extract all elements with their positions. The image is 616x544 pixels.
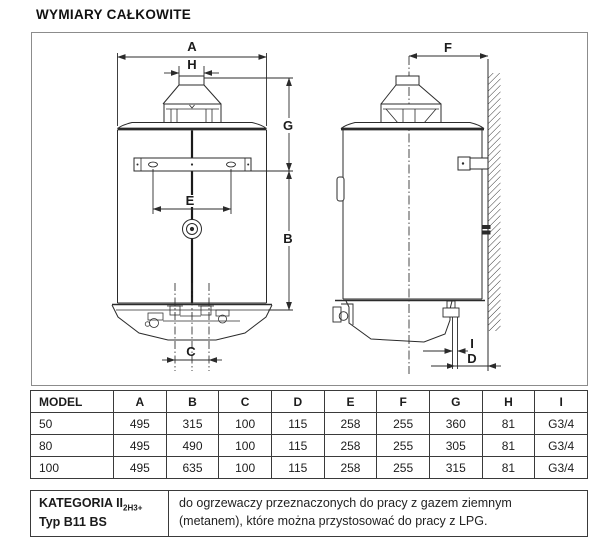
- dim-label-a: A: [187, 39, 197, 54]
- value-cell: 315: [166, 413, 219, 435]
- dim-label-i: I: [470, 336, 474, 351]
- value-cell: 255: [377, 413, 430, 435]
- table-row: [31, 435, 588, 457]
- column-header: E: [324, 391, 377, 413]
- value-cell: G3/4: [535, 457, 588, 479]
- value-cell: 255: [377, 457, 430, 479]
- value-cell: 81: [482, 435, 535, 457]
- dimension-labels: [183, 39, 477, 366]
- dimensions-diagram-panel: [31, 32, 588, 386]
- value-cell: 115: [271, 435, 324, 457]
- category-box: [30, 490, 588, 537]
- category-name: KATEGORIA II: [39, 496, 124, 510]
- value-cell: 81: [482, 413, 535, 435]
- value-cell: 100: [219, 413, 272, 435]
- value-cell: 258: [324, 413, 377, 435]
- page-title: WYMIARY CAŁKOWITE: [36, 7, 192, 22]
- model-cell: 50: [31, 413, 114, 435]
- value-cell: 255: [377, 435, 430, 457]
- value-cell: 495: [114, 413, 167, 435]
- category-subscript: 2H3+: [123, 503, 143, 513]
- category-type: Typ B11 BS: [39, 515, 107, 530]
- table-row: [31, 457, 588, 479]
- technical-drawing: [32, 33, 587, 385]
- dim-label-c: C: [186, 344, 196, 359]
- value-cell: 258: [324, 457, 377, 479]
- value-cell: 495: [114, 435, 167, 457]
- dimensions-table-head: [31, 391, 588, 413]
- category-label-cell: [31, 491, 169, 536]
- dim-label-d: D: [467, 351, 477, 366]
- dimensions-table: [30, 390, 588, 479]
- dimensions-table-body: [31, 413, 588, 479]
- value-cell: G3/4: [535, 413, 588, 435]
- dim-label-g: G: [282, 118, 294, 133]
- column-header: A: [114, 391, 167, 413]
- value-cell: 495: [114, 457, 167, 479]
- column-header: D: [271, 391, 324, 413]
- value-cell: 115: [271, 457, 324, 479]
- column-header: I: [535, 391, 588, 413]
- column-header: C: [219, 391, 272, 413]
- column-header: F: [377, 391, 430, 413]
- column-header: MODEL: [31, 391, 114, 413]
- value-cell: 635: [166, 457, 219, 479]
- column-header: H: [482, 391, 535, 413]
- value-cell: 258: [324, 435, 377, 457]
- value-cell: 100: [219, 457, 272, 479]
- value-cell: 81: [482, 457, 535, 479]
- value-cell: 490: [166, 435, 219, 457]
- value-cell: 315: [429, 457, 482, 479]
- table-row: [31, 413, 588, 435]
- value-cell: 115: [271, 413, 324, 435]
- value-cell: 360: [429, 413, 482, 435]
- column-header: B: [166, 391, 219, 413]
- column-header: G: [429, 391, 482, 413]
- dim-label-b: B: [283, 231, 293, 246]
- dim-label-e: E: [185, 193, 195, 208]
- model-cell: 80: [31, 435, 114, 457]
- dim-label-h: H: [187, 57, 197, 72]
- value-cell: G3/4: [535, 435, 588, 457]
- side-view-drawing: [333, 56, 501, 374]
- model-cell: 100: [31, 457, 114, 479]
- front-view-drawing: [112, 53, 293, 371]
- value-cell: 100: [219, 435, 272, 457]
- value-cell: 305: [429, 435, 482, 457]
- dim-label-f: F: [444, 40, 452, 55]
- category-description: do ogrzewaczy przeznaczonych do pracy z gazem ziemnym (metanem), które można przystosować do pracy z LPG.: [179, 496, 512, 528]
